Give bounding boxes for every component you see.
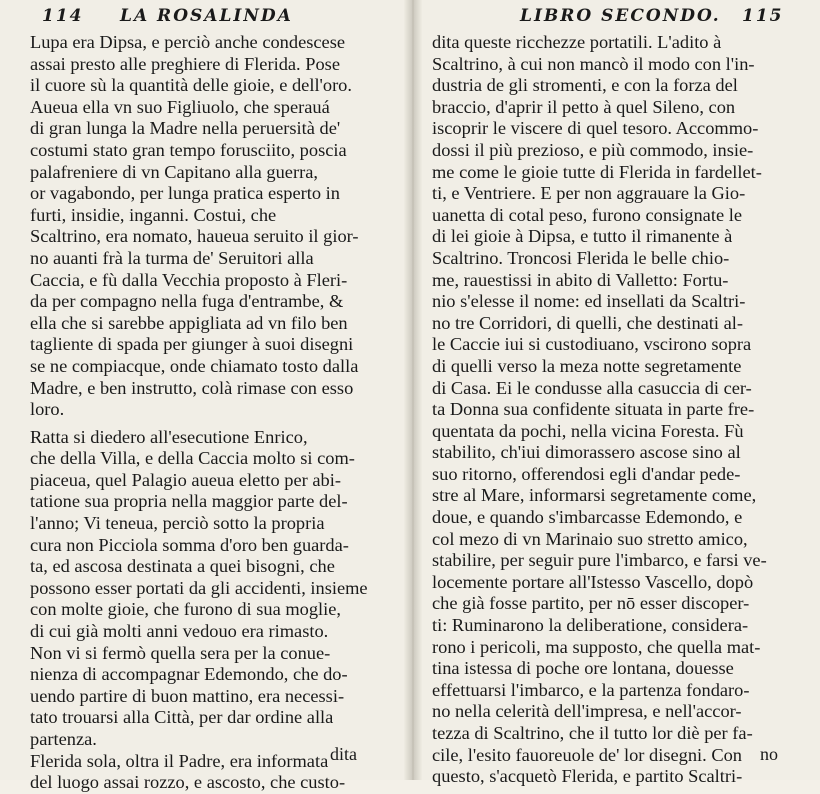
right-catchword: no <box>760 744 778 764</box>
text-line: dossi il più prezioso, e più commodo, insie- <box>432 139 754 160</box>
text-line: dita queste ricchezze portatili. L'adito à <box>432 32 722 52</box>
right-running-head: LIBRO SECONDO. <box>520 6 721 26</box>
text-line: iscoprir le viscere di quel tesoro. Accommo- <box>432 118 759 139</box>
text-line: Caccia, e fù dalla Vecchia proposto à Fleri- <box>30 269 348 290</box>
text-line: stabilito, ch'iui dimorassero ascose sino al <box>432 442 741 463</box>
text-line: ti: Ruminarono la deliberatione, considera- <box>432 615 749 636</box>
text-line: Lupa era Dipsa, e perciò anche condescese <box>30 32 346 52</box>
text-line: cura non Picciola somma d'oro ben guarda- <box>30 534 349 555</box>
text-line: furti, insidie, inganni. Costui, che <box>30 204 277 225</box>
text-line: col mezo di vn Marinaio suo stretto amico, <box>432 528 748 549</box>
text-line: dustria de gli stromenti, e con la forza del <box>432 75 738 96</box>
text-line: tagliente di spada per giunger à suoi disegni <box>30 334 354 355</box>
text-line: di quelli verso la meza notte segretamente <box>432 355 742 376</box>
text-line: se ne compiacque, onde chiamato tosto dalla <box>30 355 359 376</box>
text-line: tina istessa di poche ore lontana, douesse <box>432 658 734 679</box>
text-line: Non vi si fermò quella sera per la conue- <box>30 642 331 663</box>
text-line: assai presto alle preghiere di Flerida. Pose <box>30 53 340 74</box>
text-line: ta Donna sua confidente situata in parte fre- <box>432 399 755 420</box>
text-line: che già fosse partito, per nō esser discoper- <box>432 593 750 614</box>
text-line: Aueua ella vn suo Figliuolo, che sperauá <box>30 96 330 117</box>
text-line: uendo partire di buon mattino, era necessi- <box>30 685 345 706</box>
text-line: le Caccie iui si custodiuano, vscirono sopra <box>432 334 752 355</box>
text-line: effettuarsi l'imbarco, e la partenza fondaro- <box>432 679 750 700</box>
text-line: tezza di Scaltrino, che il tutto lor diè per fa- <box>432 723 753 743</box>
text-line: di lei gioie à Dipsa, e tutto il rimanente à <box>432 226 733 247</box>
text-line: Flerida sola, oltra il Padre, era informata <box>30 750 329 771</box>
text-line: me, rauestissi in abito di Valletto: Fortu- <box>432 269 729 290</box>
text-line: costumi stato gran tempo forusciito, poscia <box>30 139 347 160</box>
text-line: nio s'elesse il nome: ed insellati da Scaltri- <box>432 291 746 312</box>
text-line: Scaltrino, era nomato, haueua seruito il gior- <box>30 226 359 247</box>
right-page-header <box>422 6 820 32</box>
text-line: locemente portare all'Istesso Vascello, dopò <box>432 571 754 592</box>
left-page-header <box>0 6 404 32</box>
left-page-number: 114 <box>42 6 84 26</box>
text-line: nienza di accompagnar Edemondo, che do- <box>30 664 348 685</box>
text-line: con molte gioie, che furono di sua moglie, <box>30 599 342 620</box>
text-line: doue, e quando s'imbarcasse Edemondo, e <box>432 507 743 528</box>
left-catchword: dita <box>330 744 357 764</box>
text-line: stabilire, per seguir pure l'imbarco, e farsi ve- <box>432 550 767 571</box>
text-line: il cuore sù la quantità delle gioie, e dell'oro. <box>30 75 352 96</box>
left-page <box>0 0 404 793</box>
text-line: palafreniere di vn Capitano alla guerra, <box>30 161 318 182</box>
text-line: l'anno; Vi teneua, perciò sotto la propria <box>30 513 325 534</box>
text-line: suo ritorno, offerendosi egli d'andar pede- <box>432 463 741 484</box>
book-gutter <box>404 0 422 780</box>
text-line: no auanti frà la turma de' Seruitori alla <box>30 247 314 268</box>
text-line: quentata da pochi, nella vicina Foresta. Fù <box>432 420 744 441</box>
text-line: possono esser portati da gli accidenti, insieme <box>30 577 368 598</box>
text-line: di cui già molti anni vedouo era rimasto. <box>30 621 329 642</box>
text-line: uanetta di cotal peso, furono consignate le <box>432 204 742 225</box>
text-line: di gran lunga la Madre nella peruersità de' <box>30 118 341 139</box>
text-line: ti, e Ventriere. E per non aggrauare la Gio- <box>432 183 746 204</box>
text-line: cile, l'esito fauoreuole de' lor disegni. Con <box>432 744 742 765</box>
text-line: me come le gioie tutte di Flerida in fardellet- <box>432 161 762 182</box>
text-line: Scaltrino, à cui non mancò il modo con l'in- <box>432 53 755 74</box>
text-line: stre al Mare, informarsi segretamente come, <box>432 485 757 506</box>
text-line: di Casa. Ei le condusse alla casuccia di cer- <box>432 377 752 398</box>
text-line: ella che si sarebbe appigliata ad vn filo ben <box>30 312 348 333</box>
left-running-head: LA ROSALINDA <box>120 6 293 26</box>
right-page <box>422 0 820 787</box>
text-line: che della Villa, e della Caccia molto si com- <box>30 448 355 469</box>
text-line: da per compagno nella fuga d'entrambe, & <box>30 291 344 312</box>
text-line: braccio, d'aprir il petto à quel Sileno, con <box>432 96 736 117</box>
text-line: tato trouarsi alla Città, per dar ordine alla <box>30 707 334 728</box>
text-line: no tre Corridori, di quelli, che destinati al- <box>432 312 744 333</box>
text-line: or vagabondo, per lunga pratica esperto in <box>30 183 340 204</box>
text-line: Ratta si diedero all'esecutione Enrico, <box>30 426 308 447</box>
left-page-text <box>30 32 390 794</box>
text-line: no nella celerità dell'impresa, e nell'accor- <box>432 701 742 722</box>
text-line: tatione sua propria nella maggior parte del- <box>30 491 348 512</box>
text-line: questo, s'acquetò Flerida, e partito Scaltri- <box>432 766 743 787</box>
text-line: partenza. <box>30 729 97 749</box>
text-line: piaceua, quel Palagio aueua eletto per abi- <box>30 469 341 490</box>
text-line: Madre, e ben instrutto, colà rimase con esso <box>30 377 354 398</box>
text-line: rono i pericoli, ma supposto, che quella mat- <box>432 636 761 657</box>
right-page-number: 115 <box>742 6 784 26</box>
right-page-text <box>432 32 810 788</box>
text-line: Scaltrino. Troncosi Flerida le belle chio- <box>432 247 730 268</box>
text-line: ta, ed ascosa destinata a quei bisogni, che <box>30 556 335 577</box>
text-line: del luogo assai rozzo, e ascosto, che custo- <box>30 772 346 793</box>
text-line: loro. <box>30 399 65 420</box>
